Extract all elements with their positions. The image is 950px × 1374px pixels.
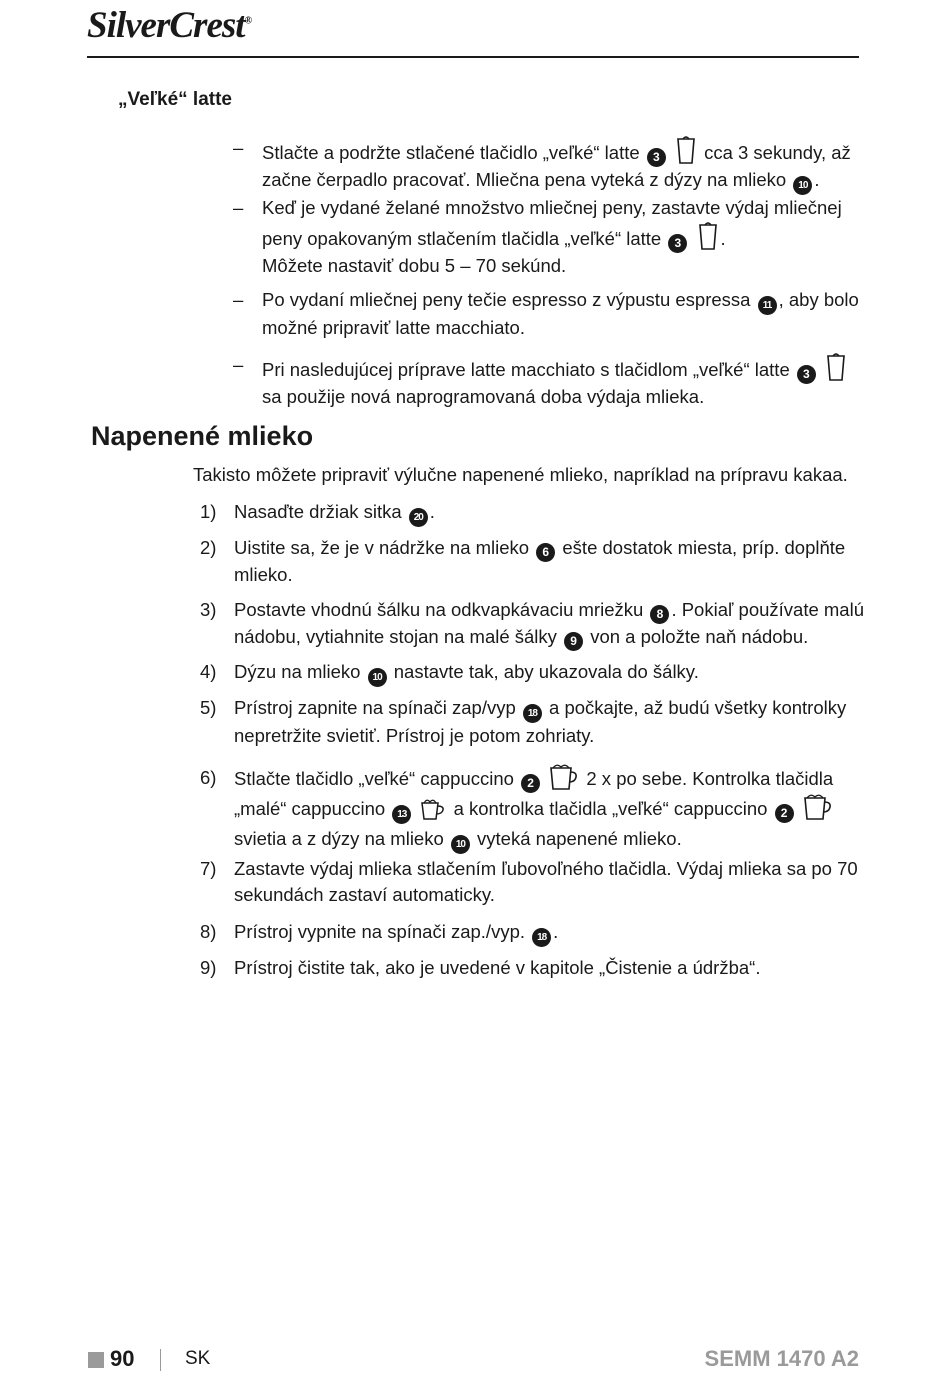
ref-badge: 18 [532,928,551,947]
step-number: 5) [200,697,217,718]
step-number: 7) [200,858,217,879]
small-cup-icon [420,797,446,821]
tall-glass-icon [697,221,719,251]
step-number: 4) [200,661,217,682]
ref-badge: 10 [451,835,470,854]
tall-glass-icon [675,135,697,165]
latte-list-item: – Pri nasledujúcej príprave latte macchiato s tlačidlom „veľké“ latte 3 sa použije nová naprogramovaná doba výdaja mlieka. [233,352,863,410]
latte-section-title: „Veľké“ latte [118,89,232,110]
step-item: 4) Dýzu na mlieko 10 nastavte tak, aby ukazovala do šálky. [200,659,865,687]
section-title: Napenené mlieko [91,421,314,451]
step-item: 3) Postavte vhodnú šálku na odkvapkávaciu mriežku 8 . Pokiaľ používate malú nádobu, vytiahnite stojan na malé šálky 9 von a položte naň nádobu. [200,597,865,651]
latte-list-item: – Po vydaní mliečnej peny tečie espresso z výpustu espressa 11 , aby bolo možné pripraviť latte macchiato. [233,289,859,338]
ref-badge: 10 [368,668,387,687]
step-number: 9) [200,957,217,978]
ref-badge: 20 [409,508,428,527]
step-item: 7) Zastavte výdaj mlieka stlačením ľubovoľného tlačidla. Výdaj mlieka sa po 70 sekundách zastaví automaticky. [200,858,858,905]
ref-badge: 13 [392,805,411,824]
ref-badge: 6 [536,543,555,562]
ref-badge: 2 [775,804,794,823]
latte-list-item: – Stlačte a podržte stlačené tlačidlo „veľké“ latte 3 cca 3 sekundy, až začne čerpadlo pracovať. Mliečna pena vyteká z dýzy na mlieko 10 . [233,135,863,195]
footer-square-marker [88,1352,104,1368]
model-number: SEMM 1470 A2 [704,1346,859,1371]
step-item: 2) Uistite sa, že je v nádržke na mlieko 6 ešte dostatok miesta, príp. doplňte mlieko. [200,537,846,585]
step-number: 8) [200,921,217,942]
step-item: 6) Stlačte tlačidlo „veľké“ cappuccino 2 2 x po sebe. Kontrolka tlačidla „malé“ cappuccino 13 a kontrolka tlačidla „veľké“ cappuccino 2 svietia a z dýzy na mlieko 10 vyteká napenené mlieko. [200,763,865,854]
step-item: 9) Prístroj čistite tak, ako je uvedené v kapitole „Čistenie a údržba“. [200,955,865,981]
step-number: 6) [200,767,217,788]
step-number: 3) [200,599,217,620]
ref-badge: 2 [521,774,540,793]
step-number: 1) [200,501,217,522]
list-dash: – [233,197,244,218]
list-dash: – [233,289,244,310]
list-dash: – [233,354,244,375]
step-item: 1) Nasaďte držiak sitka 20 . [200,499,865,527]
ref-badge: 3 [797,365,816,384]
ref-badge: 10 [793,176,812,195]
brand-logo: SilverCrest® [87,5,252,46]
ref-badge: 9 [564,632,583,651]
ref-badge: 3 [647,148,666,167]
tall-glass-icon [825,352,847,382]
latte-list-item: – Keď je vydané želané množstvo mliečnej peny, zastavte výdaj mliečnej peny opakovaným stlačením tlačidla „veľké“ latte 3 . Môžete nastaviť dobu 5 – 70 sekúnd. [233,197,842,276]
ref-badge: 18 [523,704,542,723]
step-item: 5) Prístroj zapnite na spínači zap/vyp 18 a počkajte, až budú všetky kontrolky nepretržite svietiť. Prístroj je potom zohriaty. [200,697,847,746]
ref-badge: 8 [650,605,669,624]
footer-divider [160,1349,161,1371]
header-rule [87,56,859,58]
large-cup-icon [549,763,579,791]
section-intro: Takisto môžete pripraviť výlučne napenené mlieko, napríklad na prípravu kakaa. [193,464,848,485]
ref-badge: 3 [668,234,687,253]
step-number: 2) [200,537,217,558]
language-code: SK [185,1348,211,1369]
large-cup-icon [803,793,833,821]
list-dash: – [233,137,244,158]
page-number: 90 [110,1346,135,1371]
step-item: 8) Prístroj vypnite na spínači zap./vyp. 18 . [200,919,865,947]
ref-badge: 11 [758,296,777,315]
